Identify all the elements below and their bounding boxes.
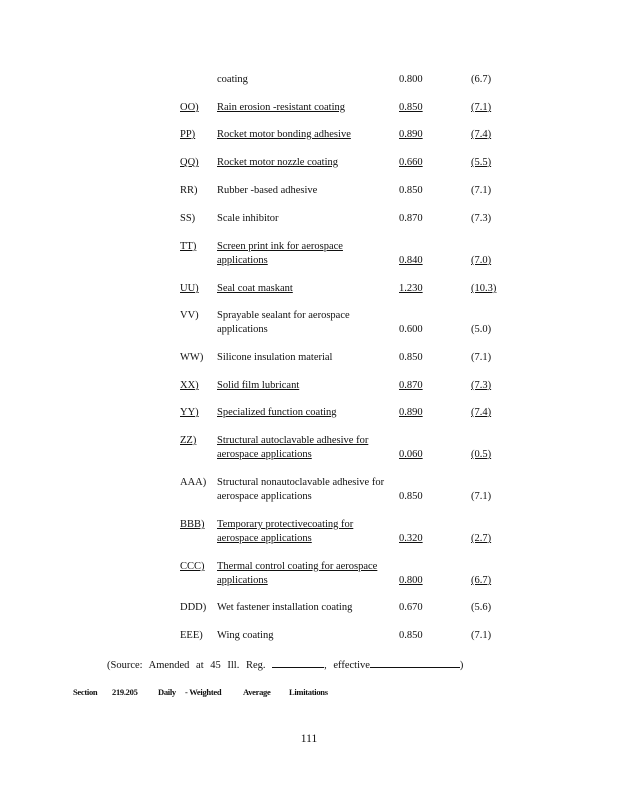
limit-lb-per-gal: (7.3) [471, 213, 492, 224]
limit-kg-per-l: 0.870 [399, 380, 423, 391]
section-limitations: Limitations [289, 687, 328, 697]
item-code: AAA) [180, 477, 207, 488]
item-name: Wet fastener installation coating [217, 602, 353, 613]
limit-kg-per-l: 0.660 [399, 157, 423, 168]
limit-kg-per-l: 0.600 [399, 324, 423, 335]
section-weighted: - Weighted [185, 687, 222, 697]
section-average: Average [243, 687, 271, 697]
item-name: Silicone insulation material [217, 352, 333, 363]
section-daily: Daily [158, 687, 176, 697]
item-code: QQ) [180, 157, 199, 168]
item-name: Rocket motor nozzle coating [217, 157, 339, 168]
item-name: Screen print ink for aerospace applications [217, 241, 343, 266]
item-name: Structural nonautoclavable adhesive for aerospace applications [217, 477, 385, 502]
limit-lb-per-gal: (7.0) [471, 255, 492, 266]
limit-kg-per-l: 0.800 [399, 74, 423, 85]
limit-lb-per-gal: (6.7) [471, 575, 492, 586]
limit-kg-per-l: 1.230 [399, 283, 423, 294]
item-code: WW) [180, 352, 204, 363]
item-code: VV) [180, 310, 199, 321]
limit-lb-per-gal: (0.5) [471, 449, 492, 460]
limit-kg-per-l: 0.060 [399, 449, 423, 460]
item-code: UU) [180, 283, 199, 294]
item-name: Scale inhibitor [217, 213, 279, 224]
item-code: DDD) [180, 602, 207, 613]
limit-lb-per-gal: (5.6) [471, 602, 492, 613]
limit-kg-per-l: 0.890 [399, 407, 423, 418]
limit-lb-per-gal: (6.7) [471, 74, 492, 85]
section-label: Section [73, 687, 98, 697]
item-name: Seal coat maskant [217, 283, 293, 294]
limit-lb-per-gal: (7.1) [471, 352, 492, 363]
source-close: ) [459, 660, 464, 671]
limit-kg-per-l: 0.850 [399, 185, 423, 196]
item-name: Rain erosion -resistant coating [217, 102, 346, 113]
item-code: CCC) [180, 561, 205, 572]
limit-lb-per-gal: (7.3) [471, 380, 492, 391]
item-name: Rubber -based adhesive [217, 185, 318, 196]
item-code: YY) [180, 407, 199, 418]
limit-kg-per-l: 0.800 [399, 575, 423, 586]
item-code: OO) [180, 102, 199, 113]
limit-kg-per-l: 0.850 [399, 352, 423, 363]
limit-lb-per-gal: (5.5) [471, 157, 492, 168]
item-code: ZZ) [180, 435, 197, 446]
item-code: XX) [180, 380, 199, 391]
limit-kg-per-l: 0.870 [399, 213, 423, 224]
limit-lb-per-gal: (7.1) [471, 630, 492, 641]
item-name: Sprayable sealant for aerospace applications [217, 310, 350, 335]
source-note [107, 657, 463, 671]
limit-lb-per-gal: (7.4) [471, 129, 492, 140]
item-code: RR) [180, 185, 198, 196]
limit-kg-per-l: 0.850 [399, 102, 423, 113]
limit-kg-per-l: 0.850 [399, 491, 423, 502]
source-effective: , effective [324, 660, 370, 671]
limit-kg-per-l: 0.320 [399, 533, 423, 544]
limit-lb-per-gal: (2.7) [471, 533, 492, 544]
limit-lb-per-gal: (10.3) [471, 283, 497, 294]
limit-kg-per-l: 0.890 [399, 129, 423, 140]
item-code: SS) [180, 213, 196, 224]
item-name: Wing coating [217, 630, 274, 641]
limit-lb-per-gal: (7.4) [471, 407, 492, 418]
source-text: (Source: Amended at 45 Ill. Reg. [107, 660, 266, 671]
page-number: 111 [300, 733, 318, 745]
item-code: EEE) [180, 630, 203, 641]
limit-lb-per-gal: (5.0) [471, 324, 492, 335]
register-blank [272, 657, 324, 668]
item-name: Structural autoclavable adhesive for aerospace applications [217, 435, 369, 460]
limit-lb-per-gal: (7.1) [471, 185, 492, 196]
item-name: Thermal control coating for aerospace applications [217, 561, 378, 586]
item-name: Temporary protectivecoating for aerospace applications [217, 519, 354, 544]
item-code: BBB) [180, 519, 205, 530]
limit-kg-per-l: 0.670 [399, 602, 423, 613]
item-code: TT) [180, 241, 197, 252]
item-name: Solid film lubricant [217, 380, 300, 391]
item-name: Specialized function coating [217, 407, 337, 418]
item-name: coating [217, 74, 248, 85]
section-number: 219.205 [112, 687, 138, 697]
limit-lb-per-gal: (7.1) [471, 491, 492, 502]
limit-kg-per-l: 0.840 [399, 255, 423, 266]
limit-lb-per-gal: (7.1) [471, 102, 492, 113]
item-code: PP) [180, 129, 196, 140]
limit-kg-per-l: 0.850 [399, 630, 423, 641]
item-name: Rocket motor bonding adhesive [217, 129, 351, 140]
effective-blank [370, 657, 460, 668]
